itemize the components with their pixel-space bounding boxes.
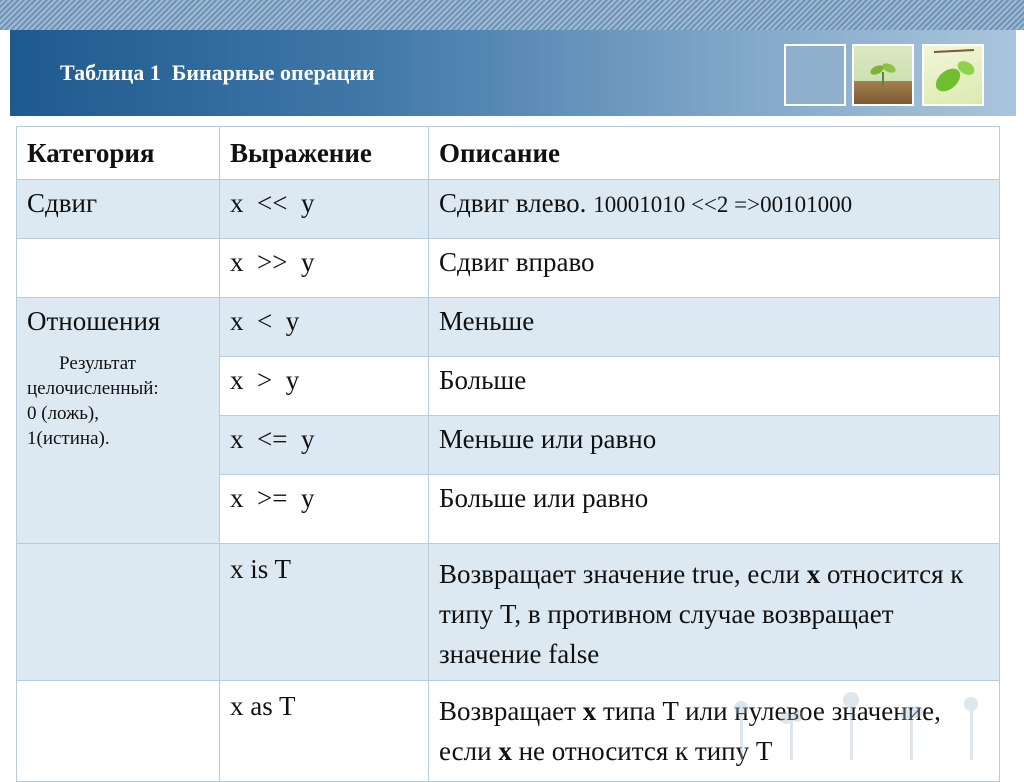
description-text: Сдвиг влево. [439,188,594,218]
description-part: типа T или нулевое значение, если [439,696,941,766]
binary-operations-table [16,126,1000,782]
expression-cell: x as T [220,681,429,782]
note-line: 1(истина). [27,428,110,449]
category-label: Отношения [27,306,161,336]
description-part: относится к типу T, в противном случае возвращает значение false [439,559,964,669]
expression-cell: x << y [220,180,429,239]
table-row [17,681,1000,782]
note-line: целочисленный: [27,378,159,399]
description-cell: Меньше или равно [429,416,1000,475]
description-cell [429,681,1000,782]
expression-cell: x >> y [220,239,429,298]
header-description: Описание [429,127,1000,180]
category-cell: Сдвиг [17,180,220,239]
category-cell-relations [17,298,220,544]
expression-cell: x > y [220,357,429,416]
decorative-square-image [784,44,846,106]
table-row [17,180,1000,239]
description-keyword: x [582,696,597,726]
description-keyword: x [498,736,512,766]
top-decorative-stripe [0,0,1024,30]
category-cell [17,681,220,782]
description-cell: Больше или равно [429,475,1000,544]
description-cell [429,544,1000,681]
table-row [17,239,1000,298]
category-cell [17,544,220,681]
table-header-row [17,127,1000,180]
description-part: не относится к типу T [511,736,773,766]
expression-cell: x <= y [220,416,429,475]
description-cell: Сдвиг вправо [429,239,1000,298]
expression-cell: x is T [220,544,429,681]
expression-cell: x < y [220,298,429,357]
description-part: Возвращает значение true, если [439,559,807,589]
slide-title: Таблица 1 Бинарные операции [60,60,375,85]
description-cell: Меньше [429,298,1000,357]
header-expression: Выражение [220,127,429,180]
table-row [17,544,1000,681]
note-line: Результат [59,353,136,374]
description-cell: Больше [429,357,1000,416]
description-cell [429,180,1000,239]
shift-example: 10001010 <<2 =>00101000 [593,192,853,217]
description-part: Возвращает [439,696,583,726]
header-category: Категория [17,127,220,180]
category-cell [17,239,220,298]
note-line: 0 (ложь), [27,403,99,424]
description-keyword: x [806,559,821,589]
sprout-image [852,44,914,106]
table-row [17,298,1000,357]
leaf-image [922,44,984,106]
expression-cell: x >= y [220,475,429,544]
relations-note [27,351,211,451]
